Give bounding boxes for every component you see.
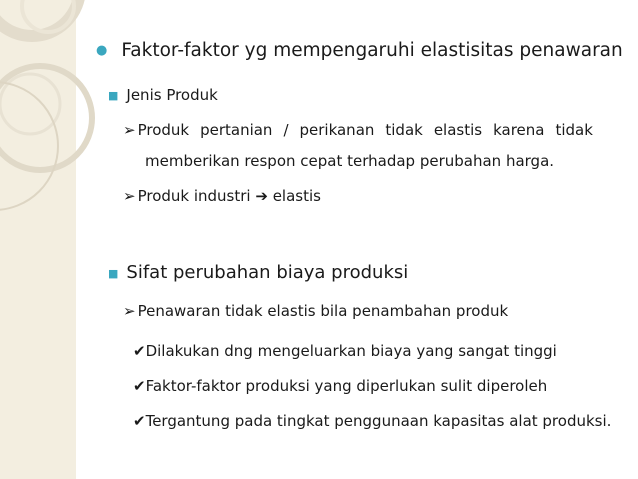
slide-heading: Faktor-faktor yg mempengaruhi elastisitas penawaran <box>121 40 623 61</box>
check-mark-icon: ✔ <box>133 377 146 395</box>
heading-line <box>96 40 623 61</box>
filled-circle-icon: ● <box>96 43 108 58</box>
sub2-text: Faktor-faktor produksi yang diperlukan sulit diperoleh <box>145 377 548 395</box>
word: / <box>283 121 289 139</box>
section2-sub3 <box>133 412 611 430</box>
word: tidak <box>385 121 423 139</box>
filled-square-icon: ■ <box>108 89 119 102</box>
check-mark-icon: ✔ <box>133 342 146 360</box>
section2-sub1 <box>133 342 557 360</box>
section2-label: Sifat perubahan biaya produksi <box>126 262 409 283</box>
arrowhead-icon: ➢ <box>123 187 136 205</box>
sub3-text: Tergantung pada tingkat penggunaan kapasitas alat produksi. <box>145 412 612 430</box>
filled-square-icon: ■ <box>108 267 119 280</box>
word: elastis <box>433 121 483 139</box>
section1-label: Jenis Produk <box>126 86 218 104</box>
section1-item1-line2: memberikan respon cepat terhadap perubahan harga. <box>145 152 555 170</box>
item2-text-b: elastis <box>267 187 321 205</box>
section2-item1-text: Penawaran tidak elastis bila penambahan produk <box>137 302 509 320</box>
word: Produk <box>137 121 190 139</box>
section1-item2 <box>123 187 321 205</box>
word: tidak <box>555 121 593 139</box>
section2-line <box>108 262 408 283</box>
section1-line <box>108 86 218 104</box>
arrowhead-icon: ➢ <box>123 302 136 320</box>
word: karena <box>493 121 545 139</box>
right-arrow-icon: ➔ <box>255 187 268 205</box>
section2-item1 <box>123 302 508 320</box>
sub1-text: Dilakukan dng mengeluarkan biaya yang sangat tinggi <box>145 342 557 360</box>
arrowhead-icon: ➢ <box>123 121 136 139</box>
item2-text-a: Produk industri <box>137 187 256 205</box>
check-mark-icon: ✔ <box>133 412 146 430</box>
section2-sub2 <box>133 377 547 395</box>
word: pertanian <box>200 121 273 139</box>
section1-item1-line1 <box>123 121 593 139</box>
arrowhead-icon-word <box>123 121 189 139</box>
word: perikanan <box>299 121 375 139</box>
